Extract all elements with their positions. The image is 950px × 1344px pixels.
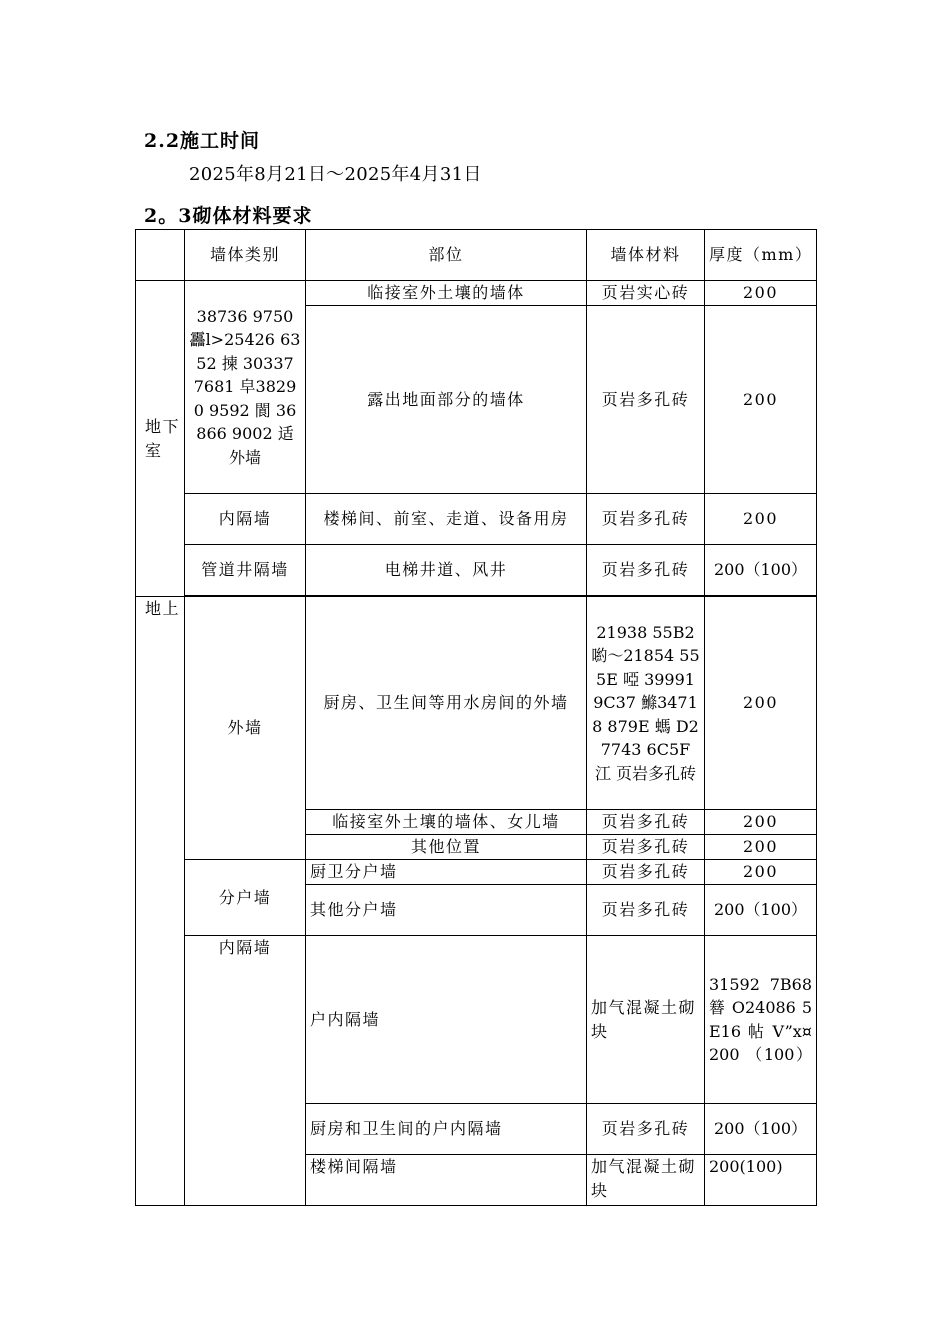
basement-outer-wall-category: 38736 9750 靐l>25426 6352 揀 30337 7681 皁38290 9592 閬 36866 9002 适 外墙: [185, 281, 306, 494]
material-cell: 页岩多孔砖: [587, 860, 705, 885]
thickness-cell: 200: [705, 810, 817, 835]
location-cell: 其他位置: [306, 835, 587, 860]
masonry-material-table: [135, 229, 817, 1206]
material-cell: 页岩多孔砖: [587, 306, 705, 494]
material-cell: 页岩多孔砖: [587, 1104, 705, 1155]
header-material: 墙体材料: [587, 230, 705, 281]
thickness-cell: 200: [705, 281, 817, 306]
material-cell: 21938 55B2 喲～21854 555E 啞 39991 9C37 鰷34718 879E 螞 D27743 6C5F 江 页岩多孔砖: [587, 597, 705, 810]
table-row: [136, 597, 817, 810]
thickness-cell: 200（100）: [705, 545, 817, 596]
location-cell: 楼梯间、前室、走道、设备用房: [306, 494, 587, 545]
header-thickness: 厚度（mm）: [705, 230, 817, 281]
basement-inner-wall-category: 内隔墙: [185, 494, 306, 545]
construction-date-range: 2025年8月21日～2025年4月31日: [189, 164, 482, 185]
thickness-cell: 200: [705, 860, 817, 885]
table-row: [136, 545, 817, 596]
location-cell: 厨卫分户墙: [306, 860, 587, 885]
header-empty: [136, 230, 185, 281]
table-row: [136, 860, 817, 885]
basement-shaft-wall-category: 管道井隔墙: [185, 545, 306, 596]
thickness-cell: 200: [705, 494, 817, 545]
group-basement: 地下室: [136, 281, 185, 597]
material-cell: 页岩多孔砖: [587, 810, 705, 835]
location-cell: 电梯井道、风井: [306, 545, 587, 596]
thickness-cell: 200: [705, 306, 817, 494]
material-cell: 加气混凝土砌块: [587, 1155, 705, 1206]
header-wall-category: 墙体类别: [185, 230, 306, 281]
header-location: 部位: [306, 230, 587, 281]
group-above-ground: 地上: [136, 597, 185, 1206]
material-cell: 页岩多孔砖: [587, 835, 705, 860]
thickness-cell: 200（100）: [705, 1104, 817, 1155]
location-cell: 户内隔墙: [306, 936, 587, 1104]
table-header-row: [136, 230, 817, 281]
location-cell: 厨房、卫生间等用水房间的外墙: [306, 597, 587, 810]
table-row: [136, 281, 817, 306]
thickness-cell: 200: [705, 835, 817, 860]
above-inner-wall-category: 内隔墙: [185, 936, 306, 1206]
location-cell: 楼梯间隔墙: [306, 1155, 587, 1206]
section-2-2-heading: 2.2施工时间: [144, 130, 261, 152]
location-cell: 临接室外土壤的墙体: [306, 281, 587, 306]
location-cell: 厨房和卫生间的户内隔墙: [306, 1104, 587, 1155]
section-2-3-heading: 2。3砌体材料要求: [144, 205, 313, 227]
location-cell: 临接室外土壤的墙体、女儿墙: [306, 810, 587, 835]
location-cell: 露出地面部分的墙体: [306, 306, 587, 494]
table-row: [136, 494, 817, 545]
thickness-cell: 31592 7B68 簮 O24086 5E16 帖 V”x¤ 200 （100）: [705, 936, 817, 1104]
material-cell: 加气混凝土砌块: [587, 936, 705, 1104]
thickness-cell: 200（100）: [705, 885, 817, 936]
material-cell: 页岩实心砖: [587, 281, 705, 306]
material-cell: 页岩多孔砖: [587, 885, 705, 936]
thickness-cell: 200(100): [705, 1155, 817, 1206]
material-cell: 页岩多孔砖: [587, 545, 705, 596]
above-outer-wall-category: 外墙: [185, 597, 306, 860]
above-unit-wall-category: 分户墙: [185, 860, 306, 936]
table-row: [136, 936, 817, 1104]
location-cell: 其他分户墙: [306, 885, 587, 936]
thickness-cell: 200: [705, 597, 817, 810]
material-cell: 页岩多孔砖: [587, 494, 705, 545]
